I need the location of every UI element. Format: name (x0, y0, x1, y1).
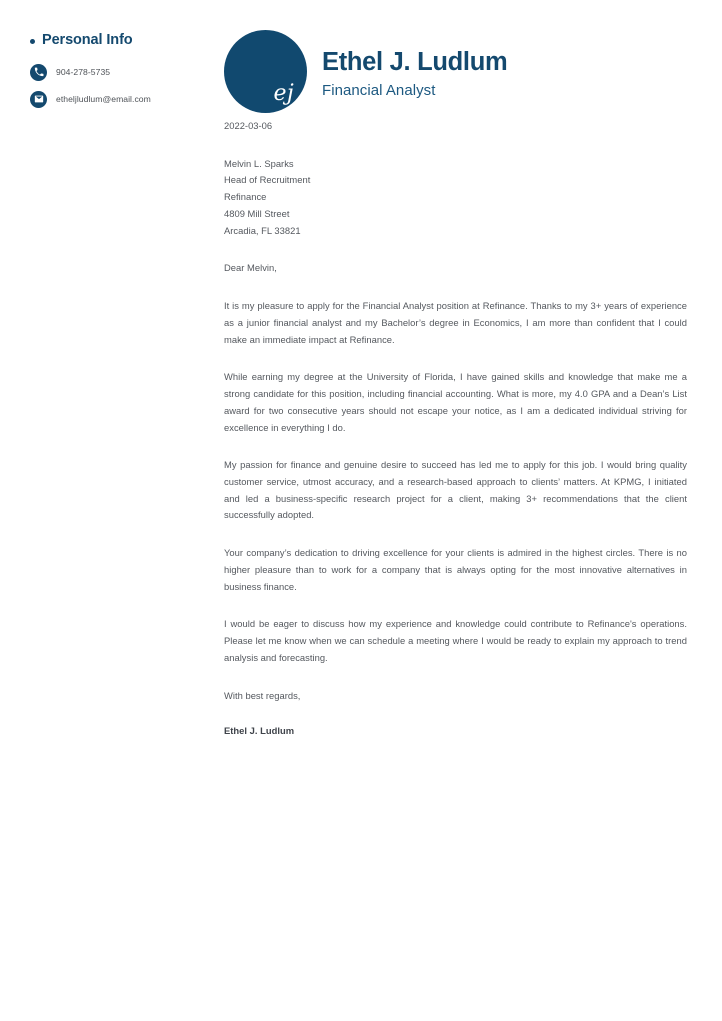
letter-paragraph: Your company’s dedication to driving excellence for your clients is admired in the highest circles. There is no higher pleasure than to work for a company that is always opting for the most innovative alternatives in business finance. (224, 547, 687, 592)
letterhead (224, 30, 687, 118)
contact-list (30, 64, 205, 108)
letter-paragraph: While earning my degree at the University of Florida, I have gained skills and knowledge that make me a strong candidate for this position, including financial accounting. What is more, my 4.0 GPA and a Dean’s List award for two consecutive years should not escape your notice, as I am a dedicated individual striving for excellence in everything I do. (224, 371, 687, 433)
letter-content (224, 0, 687, 740)
signoff: With best regards, (224, 689, 301, 701)
identity-block (307, 30, 507, 99)
recipient-company: Refinance (224, 191, 267, 203)
recipient-city: Arcadia, FL 33821 (224, 224, 301, 236)
contact-item-phone (30, 64, 205, 81)
job-title: Financial Analyst (322, 81, 436, 99)
sidebar (0, 0, 215, 1021)
sidebar-section-heading (30, 33, 205, 48)
bullet-icon (30, 39, 35, 44)
recipient-role: Head of Recruitment (224, 174, 311, 186)
recipient-name: Melvin L. Sparks (224, 157, 294, 169)
letter-paragraph: It is my pleasure to apply for the Financial Analyst position at Refinance. Thanks to my 3+ years of experience as a junior financial analyst and my Bachelor’s degree in Economics, I am more than confident that I could make an immediate impact at Refinance. (224, 300, 687, 345)
letter-paragraph: I would be eager to discuss how my experience and knowledge could contribute to Refinance's operations. Please let me know when we can schedule a meeting where I would be ready to explain my approach to trend analysis and forecasting. (224, 618, 687, 663)
contact-item-email (30, 91, 205, 108)
recipient-block (224, 156, 687, 240)
salutation: Dear Melvin, (224, 262, 277, 274)
recipient-street: 4809 Mill Street (224, 207, 290, 219)
letter-paragraphs (224, 298, 687, 666)
letter-date: 2022-03-06 (224, 120, 273, 131)
letter-paragraph: My passion for finance and genuine desire to succeed has led me to apply for this job. I would bring quality customer service, utmost accuracy, and a research-based approach to clients’ matters. At KPMG, I initiated and led a business-specific research project for a client, making 3+ recommendations that the client successfully adopted. (224, 459, 687, 521)
contact-phone-value[interactable]: 904-278-5735 (56, 66, 111, 77)
envelope-icon (30, 91, 47, 108)
avatar-monogram: ej (273, 81, 294, 106)
page-title: Ethel J. Ludlum (322, 48, 508, 76)
signature-name: Ethel J. Ludlum (224, 725, 295, 737)
avatar (224, 30, 307, 113)
sidebar-heading-label: Personal Info (42, 32, 133, 48)
phone-icon (30, 64, 47, 81)
letter-body (224, 118, 687, 740)
contact-email-value[interactable]: etheljludlum@email.com (56, 93, 151, 104)
